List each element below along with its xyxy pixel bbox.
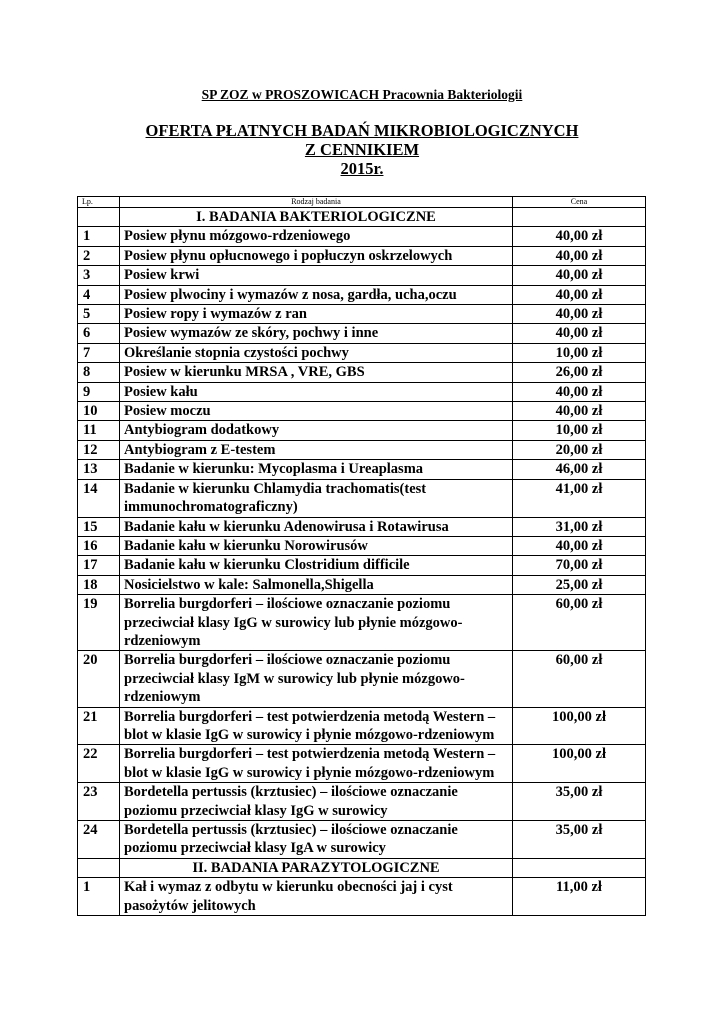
row-number: 8 (78, 363, 120, 382)
test-price: 46,00 zł (513, 460, 646, 479)
row-number: 23 (78, 783, 120, 821)
section-row (78, 858, 646, 877)
test-name: Borrelia burgdorferi – test potwierdzenia metodą Western – blot w klasie IgG w surowicy i płynie mózgowo-rdzeniowym (120, 707, 513, 745)
row-number: 16 (78, 536, 120, 555)
table-row (78, 479, 646, 517)
test-name: Borrelia burgdorferi – test potwierdzenia metodą Western – blot w klasie IgG w surowicy i płynie mózgowo-rdzeniowym (120, 745, 513, 783)
test-name: Badanie w kierunku Chlamydia trachomatis(test immunochromatograficzny) (120, 479, 513, 517)
row-number: 12 (78, 440, 120, 459)
price-list-table (77, 196, 646, 916)
row-number: 20 (78, 651, 120, 707)
section-empty-cell (513, 858, 646, 877)
row-number: 7 (78, 343, 120, 362)
test-name: Posiew ropy i wymazów z ran (120, 305, 513, 324)
row-number: 18 (78, 575, 120, 594)
table-row (78, 536, 646, 555)
test-name: Posiew krwi (120, 266, 513, 285)
row-number: 2 (78, 246, 120, 265)
test-name: Określanie stopnia czystości pochwy (120, 343, 513, 362)
column-header-name: Rodzaj badania (120, 197, 513, 208)
section-empty-cell (513, 208, 646, 227)
test-price: 35,00 zł (513, 821, 646, 859)
table-row (78, 402, 646, 421)
test-price: 40,00 zł (513, 402, 646, 421)
test-name: Posiew płynu mózgowo-rdzeniowego (120, 227, 513, 246)
table-header-row (78, 197, 646, 208)
table-row (78, 246, 646, 265)
test-price: 41,00 zł (513, 479, 646, 517)
test-name: Borrelia burgdorferi – ilościowe oznaczanie poziomu przeciwciał klasy IgG w surowicy lub płynie mózgowo-rdzeniowym (120, 595, 513, 651)
test-price: 60,00 zł (513, 595, 646, 651)
section-title: I. BADANIA BAKTERIOLOGICZNE (120, 208, 513, 227)
row-number: 9 (78, 382, 120, 401)
table-row (78, 745, 646, 783)
row-number: 21 (78, 707, 120, 745)
test-name: Borrelia burgdorferi – ilościowe oznaczanie poziomu przeciwciał klasy IgM w surowicy lub płynie mózgowo-rdzeniowym (120, 651, 513, 707)
test-name: Nosicielstwo w kale: Salmonella,Shigella (120, 575, 513, 594)
test-price: 40,00 zł (513, 324, 646, 343)
test-price: 60,00 zł (513, 651, 646, 707)
section-empty-cell (78, 208, 120, 227)
test-price: 25,00 zł (513, 575, 646, 594)
test-price: 31,00 zł (513, 517, 646, 536)
test-price: 35,00 zł (513, 783, 646, 821)
test-price: 40,00 zł (513, 305, 646, 324)
table-row (78, 324, 646, 343)
table-row (78, 783, 646, 821)
test-price: 26,00 zł (513, 363, 646, 382)
test-price: 10,00 zł (513, 421, 646, 440)
row-number: 6 (78, 324, 120, 343)
organization-header: SP ZOZ w PROSZOWICACH Pracownia Bakteriologii (201, 87, 523, 102)
test-name: Posiew wymazów ze skóry, pochwy i inne (120, 324, 513, 343)
document-title-year: 2015r. (340, 159, 384, 178)
document-title-line-1: OFERTA PŁATNYCH BADAŃ MIKROBIOLOGICZNYCH (145, 121, 579, 140)
row-number: 10 (78, 402, 120, 421)
table-row (78, 227, 646, 246)
table-row (78, 878, 646, 916)
row-number: 14 (78, 479, 120, 517)
test-name: Antybiogram dodatkowy (120, 421, 513, 440)
row-number: 1 (78, 227, 120, 246)
table-row (78, 651, 646, 707)
test-name: Badanie kału w kierunku Adenowirusa i Rotawirusa (120, 517, 513, 536)
test-price: 11,00 zł (513, 878, 646, 916)
row-number: 17 (78, 556, 120, 575)
column-header-lp: Lp. (78, 197, 120, 208)
row-number: 3 (78, 266, 120, 285)
test-name: Badanie w kierunku: Mycoplasma i Ureaplasma (120, 460, 513, 479)
test-price: 100,00 zł (513, 707, 646, 745)
table-row (78, 556, 646, 575)
table-row (78, 421, 646, 440)
table-row (78, 343, 646, 362)
section-title: II. BADANIA PARAZYTOLOGICZNE (120, 858, 513, 877)
test-price: 70,00 zł (513, 556, 646, 575)
test-name: Antybiogram z E-testem (120, 440, 513, 459)
test-price: 20,00 zł (513, 440, 646, 459)
section-row (78, 208, 646, 227)
table-row (78, 266, 646, 285)
test-name: Badanie kału w kierunku Clostridium difficile (120, 556, 513, 575)
table-row (78, 460, 646, 479)
test-name: Badanie kału w kierunku Norowirusów (120, 536, 513, 555)
row-number: 24 (78, 821, 120, 859)
test-name: Posiew kału (120, 382, 513, 401)
row-number: 11 (78, 421, 120, 440)
test-price: 100,00 zł (513, 745, 646, 783)
table-row (78, 285, 646, 304)
test-name: Posiew moczu (120, 402, 513, 421)
test-price: 40,00 zł (513, 285, 646, 304)
section-empty-cell (78, 858, 120, 877)
test-price: 40,00 zł (513, 266, 646, 285)
column-header-price: Cena (513, 197, 646, 208)
document-title-line-2: Z CENNIKIEM (304, 140, 420, 159)
test-name: Posiew płynu opłucnowego i popłuczyn oskrzelowych (120, 246, 513, 265)
table-row (78, 363, 646, 382)
row-number: 5 (78, 305, 120, 324)
table-row (78, 821, 646, 859)
table-row (78, 575, 646, 594)
table-row (78, 517, 646, 536)
test-price: 10,00 zł (513, 343, 646, 362)
row-number: 22 (78, 745, 120, 783)
test-name: Bordetella pertussis (krztusiec) – ilościowe oznaczanie poziomu przeciwciał klasy IgG w surowicy (120, 783, 513, 821)
row-number: 1 (78, 878, 120, 916)
test-price: 40,00 zł (513, 246, 646, 265)
table-row (78, 305, 646, 324)
row-number: 4 (78, 285, 120, 304)
test-name: Kał i wymaz z odbytu w kierunku obecności jaj i cyst pasożytów jelitowych (120, 878, 513, 916)
test-name: Bordetella pertussis (krztusiec) – ilościowe oznaczanie poziomu przeciwciał klasy IgA w surowicy (120, 821, 513, 859)
table-row (78, 707, 646, 745)
test-price: 40,00 zł (513, 536, 646, 555)
table-row (78, 440, 646, 459)
table-row (78, 595, 646, 651)
test-price: 40,00 zł (513, 227, 646, 246)
row-number: 19 (78, 595, 120, 651)
test-name: Posiew w kierunku MRSA , VRE, GBS (120, 363, 513, 382)
test-name: Posiew plwociny i wymazów z nosa, gardła, ucha,oczu (120, 285, 513, 304)
table-row (78, 382, 646, 401)
row-number: 13 (78, 460, 120, 479)
row-number: 15 (78, 517, 120, 536)
test-price: 40,00 zł (513, 382, 646, 401)
